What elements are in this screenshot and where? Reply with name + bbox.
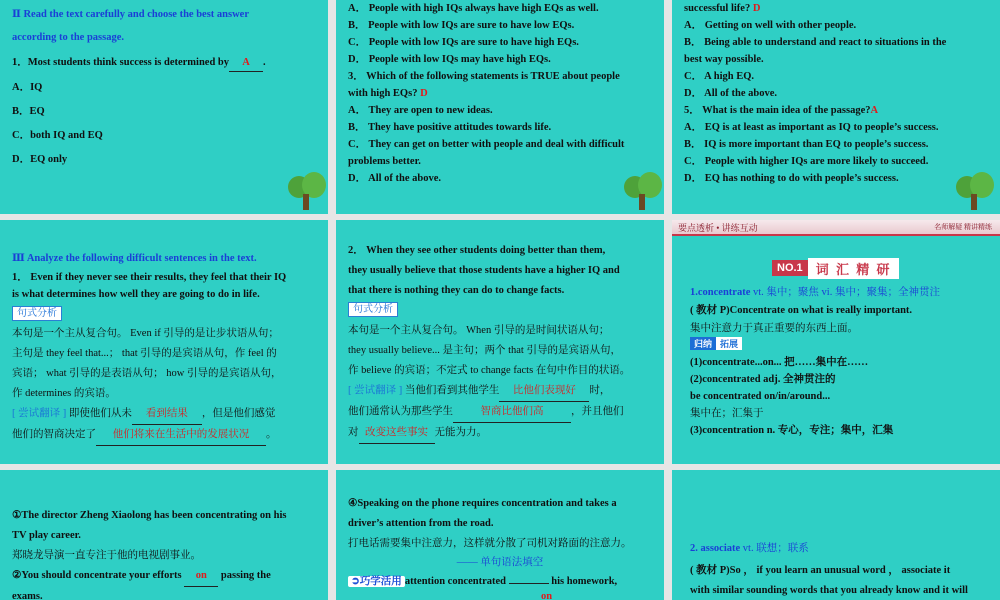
usage-line: 集中在；汇集于 bbox=[690, 408, 764, 419]
exercise-sentence-cont: exams. bbox=[12, 591, 43, 600]
translation-line: [ 尝试翻译 ] 当他们看到其他学生 比他们表现好 时， bbox=[348, 381, 652, 402]
word-entry: 2. associate vt. 联想；联系 bbox=[690, 543, 809, 554]
option-b: B． People with low IQs are sure to have low EQs. bbox=[348, 20, 575, 31]
answer-blank: 他们将来在生活中的发展状况 bbox=[96, 425, 266, 446]
question-5: 5． What is the main idea of the passage?A bbox=[684, 105, 879, 116]
example-sentence: ①The director Zheng Xiaolong has been concentrating on his bbox=[12, 510, 287, 521]
answer-mark: A bbox=[870, 105, 879, 116]
example-sentence-cont: they usually believe that those students have a higher IQ and bbox=[348, 265, 620, 276]
answer-blank: 比他们表现好 bbox=[499, 381, 589, 402]
slide-sentence-analysis-2 bbox=[336, 220, 664, 464]
question-3-cont: with high EQs? D bbox=[348, 88, 428, 99]
analysis-line: 宾语； what 引导的是表语从句； how 引导的是宾语从句， bbox=[12, 368, 282, 379]
usage-line: (3)concentration n. 专心，专注；集中，汇集 bbox=[690, 425, 894, 436]
word-entry: 1.concentrate vt. 集中；聚焦 vi. 集中；聚集；全神贯注 bbox=[690, 287, 940, 298]
answer-blank bbox=[509, 583, 549, 584]
usage-line: (1)concentrate...on... 把……集中在…… bbox=[690, 357, 869, 368]
slide-vocabulary-1 bbox=[672, 220, 1000, 464]
usage-line: be concentrated on/in/around... bbox=[690, 391, 831, 402]
example-sentence: 2． When they see other students doing better than them, bbox=[348, 245, 606, 256]
option-a: A． People with high IQs always have high EQs as well. bbox=[348, 3, 599, 14]
analysis-line: 本句是一个主从复合句。 Even if 引导的是让步状语从句； bbox=[12, 328, 279, 339]
option-b: B． Being able to understand and react to situations in the bbox=[684, 37, 947, 48]
option-d: D． People with low IQs may have high EQs. bbox=[348, 54, 551, 65]
option-c-cont: problems better. bbox=[348, 156, 421, 167]
option-c: C．both IQ and EQ bbox=[12, 130, 103, 141]
answer-blank: A bbox=[229, 54, 263, 72]
option-d: D． All of the above. bbox=[348, 173, 442, 184]
slide-example-sentences-2 bbox=[336, 470, 664, 600]
translation-line: 他们的智商决定了 他们将来在生活中的发展状况 。 bbox=[12, 425, 316, 446]
exercise-sentence: ②You should concentrate your efforts on passing the bbox=[12, 566, 316, 587]
textbook-example: ( 教材 P)So ， if you learn an unusual word ， associate it bbox=[690, 565, 951, 576]
analysis-tag: 句式分析 bbox=[348, 301, 652, 318]
answer-mark: D bbox=[420, 88, 428, 99]
option-b-cont: best way possible. bbox=[684, 54, 764, 65]
option-b: B．EQ bbox=[12, 106, 45, 117]
translation-line: [ 尝试翻译 ] 即使他们从未 看到结果 ，但是他们感觉 bbox=[12, 404, 316, 425]
analysis-tag: 句式分析 bbox=[12, 305, 316, 322]
translation: 集中注意力于真正重要的东西上面。 bbox=[690, 323, 858, 334]
exercise-heading: —— 单句语法填空 bbox=[456, 557, 544, 568]
tree-icon bbox=[284, 172, 328, 212]
option-d: D．EQ only bbox=[12, 154, 68, 165]
answer-blank: 智商比他们高 bbox=[453, 402, 571, 423]
option-b: B． They have positive attitudes towards life. bbox=[348, 122, 552, 133]
slide-example-sentences-1 bbox=[0, 470, 328, 600]
exercise-sentence: ➲巧学活用 attention concentrated his homework, bbox=[348, 572, 652, 592]
option-c: C． People with low IQs are sure to have high EQs. bbox=[348, 37, 579, 48]
example-sentence-cont: is what determines how well they are going to do in life. bbox=[12, 289, 260, 300]
textbook-example-cont: with similar sounding words that you already know and it will bbox=[690, 585, 968, 596]
example-sentence: 1． Even if they never see their results, they feel that their IQ bbox=[12, 272, 287, 283]
slide-sentence-analysis-1 bbox=[0, 220, 328, 464]
answer-blank: 改变这些事实 bbox=[359, 423, 435, 444]
option-a: A． EQ is at least as important as IQ to people’s success. bbox=[684, 122, 939, 133]
textbook-example: ( 教材 P)Concentrate on what is really important. bbox=[690, 305, 913, 316]
option-a: A． They are open to new ideas. bbox=[348, 105, 493, 116]
usage-line: (2)concentrated adj. 全神贯注的 bbox=[690, 374, 836, 385]
summary-tag: 归纳 拓展 bbox=[690, 337, 742, 350]
option-b: B． IQ is more important than EQ to people’s success. bbox=[684, 139, 929, 150]
option-c: C． They can get on better with people and deal with difficult bbox=[348, 139, 625, 150]
example-sentence: ④Speaking on the phone requires concentration and takes a bbox=[348, 498, 617, 509]
analysis-line: 作 believe 的宾语；不定式 to change facts 在句中作目的状语。 bbox=[348, 365, 631, 376]
section-heading: Ⅱ Read the text carefully and choose the best answer bbox=[12, 9, 250, 20]
question-4-cont: successful life? D bbox=[684, 3, 761, 14]
option-c: C． People with higher IQs are more likely to succeed. bbox=[684, 156, 929, 167]
answer-mark: on bbox=[541, 591, 553, 600]
slide-reading-q2-q3 bbox=[336, 0, 664, 214]
badge: NO.1 bbox=[772, 260, 808, 276]
section-title: NO.1 词 汇 精 研 bbox=[772, 258, 899, 278]
slide-vocabulary-2 bbox=[672, 470, 1000, 600]
answer-mark: D bbox=[752, 3, 761, 14]
section-heading-cont: according to the passage. bbox=[12, 32, 124, 43]
option-d: D． EQ has nothing to do with people’s success. bbox=[684, 173, 899, 184]
arrow-icon: ➲ bbox=[351, 576, 360, 587]
option-d: D． All of the above. bbox=[684, 88, 778, 99]
header-band: 要点透析 • 讲练互动 名师解疑 精讲精练 bbox=[672, 220, 1000, 236]
answer-blank: 看到结果 bbox=[132, 404, 202, 425]
section-heading: Ⅲ Analyze the following difficult sentences in the text. bbox=[12, 253, 257, 264]
question-1: 1．Most students think success is determined by A . bbox=[12, 54, 316, 72]
translation-line: 他们通常认为那些学生 智商比他们高 ，并且他们 bbox=[348, 402, 652, 423]
slide-reading-q4-q5 bbox=[672, 0, 1000, 214]
analysis-line: 本句是一个主从复合句。 When 引导的是时间状语从句； bbox=[348, 325, 610, 336]
question-3: 3． Which of the following statements is TRUE about people bbox=[348, 71, 620, 82]
slide-reading-q1 bbox=[0, 0, 328, 214]
translation: 郑晓龙导演一直专注于他的电视剧事业。 bbox=[12, 550, 201, 561]
example-sentence-cont: that there is nothing they can do to change facts. bbox=[348, 285, 565, 296]
tree-icon bbox=[952, 172, 996, 212]
analysis-line: they usually believe... 是主句；两个 that 引导的是宾语从句， bbox=[348, 345, 621, 356]
example-sentence-cont: driver’s attention from the road. bbox=[348, 518, 494, 529]
option-a: A． Getting on well with other people. bbox=[684, 20, 857, 31]
analysis-line: 主句是 they feel that...； that 引导的是宾语从句，作 feel 的 bbox=[12, 348, 277, 359]
translation-line: 对 改变这些事实 无能为力。 bbox=[348, 423, 652, 444]
tip-tag: ➲巧学活用 bbox=[348, 576, 405, 587]
answer-blank: on bbox=[184, 566, 218, 587]
tree-icon bbox=[620, 172, 664, 212]
analysis-line: 作 determines 的宾语。 bbox=[12, 388, 116, 399]
option-c: C． A high EQ. bbox=[684, 71, 755, 82]
option-a: A．IQ bbox=[12, 82, 43, 93]
example-sentence-cont: TV play career. bbox=[12, 530, 81, 541]
translation: 打电话需要集中注意力，这样就分散了司机对路面的注意力。 bbox=[348, 538, 632, 549]
